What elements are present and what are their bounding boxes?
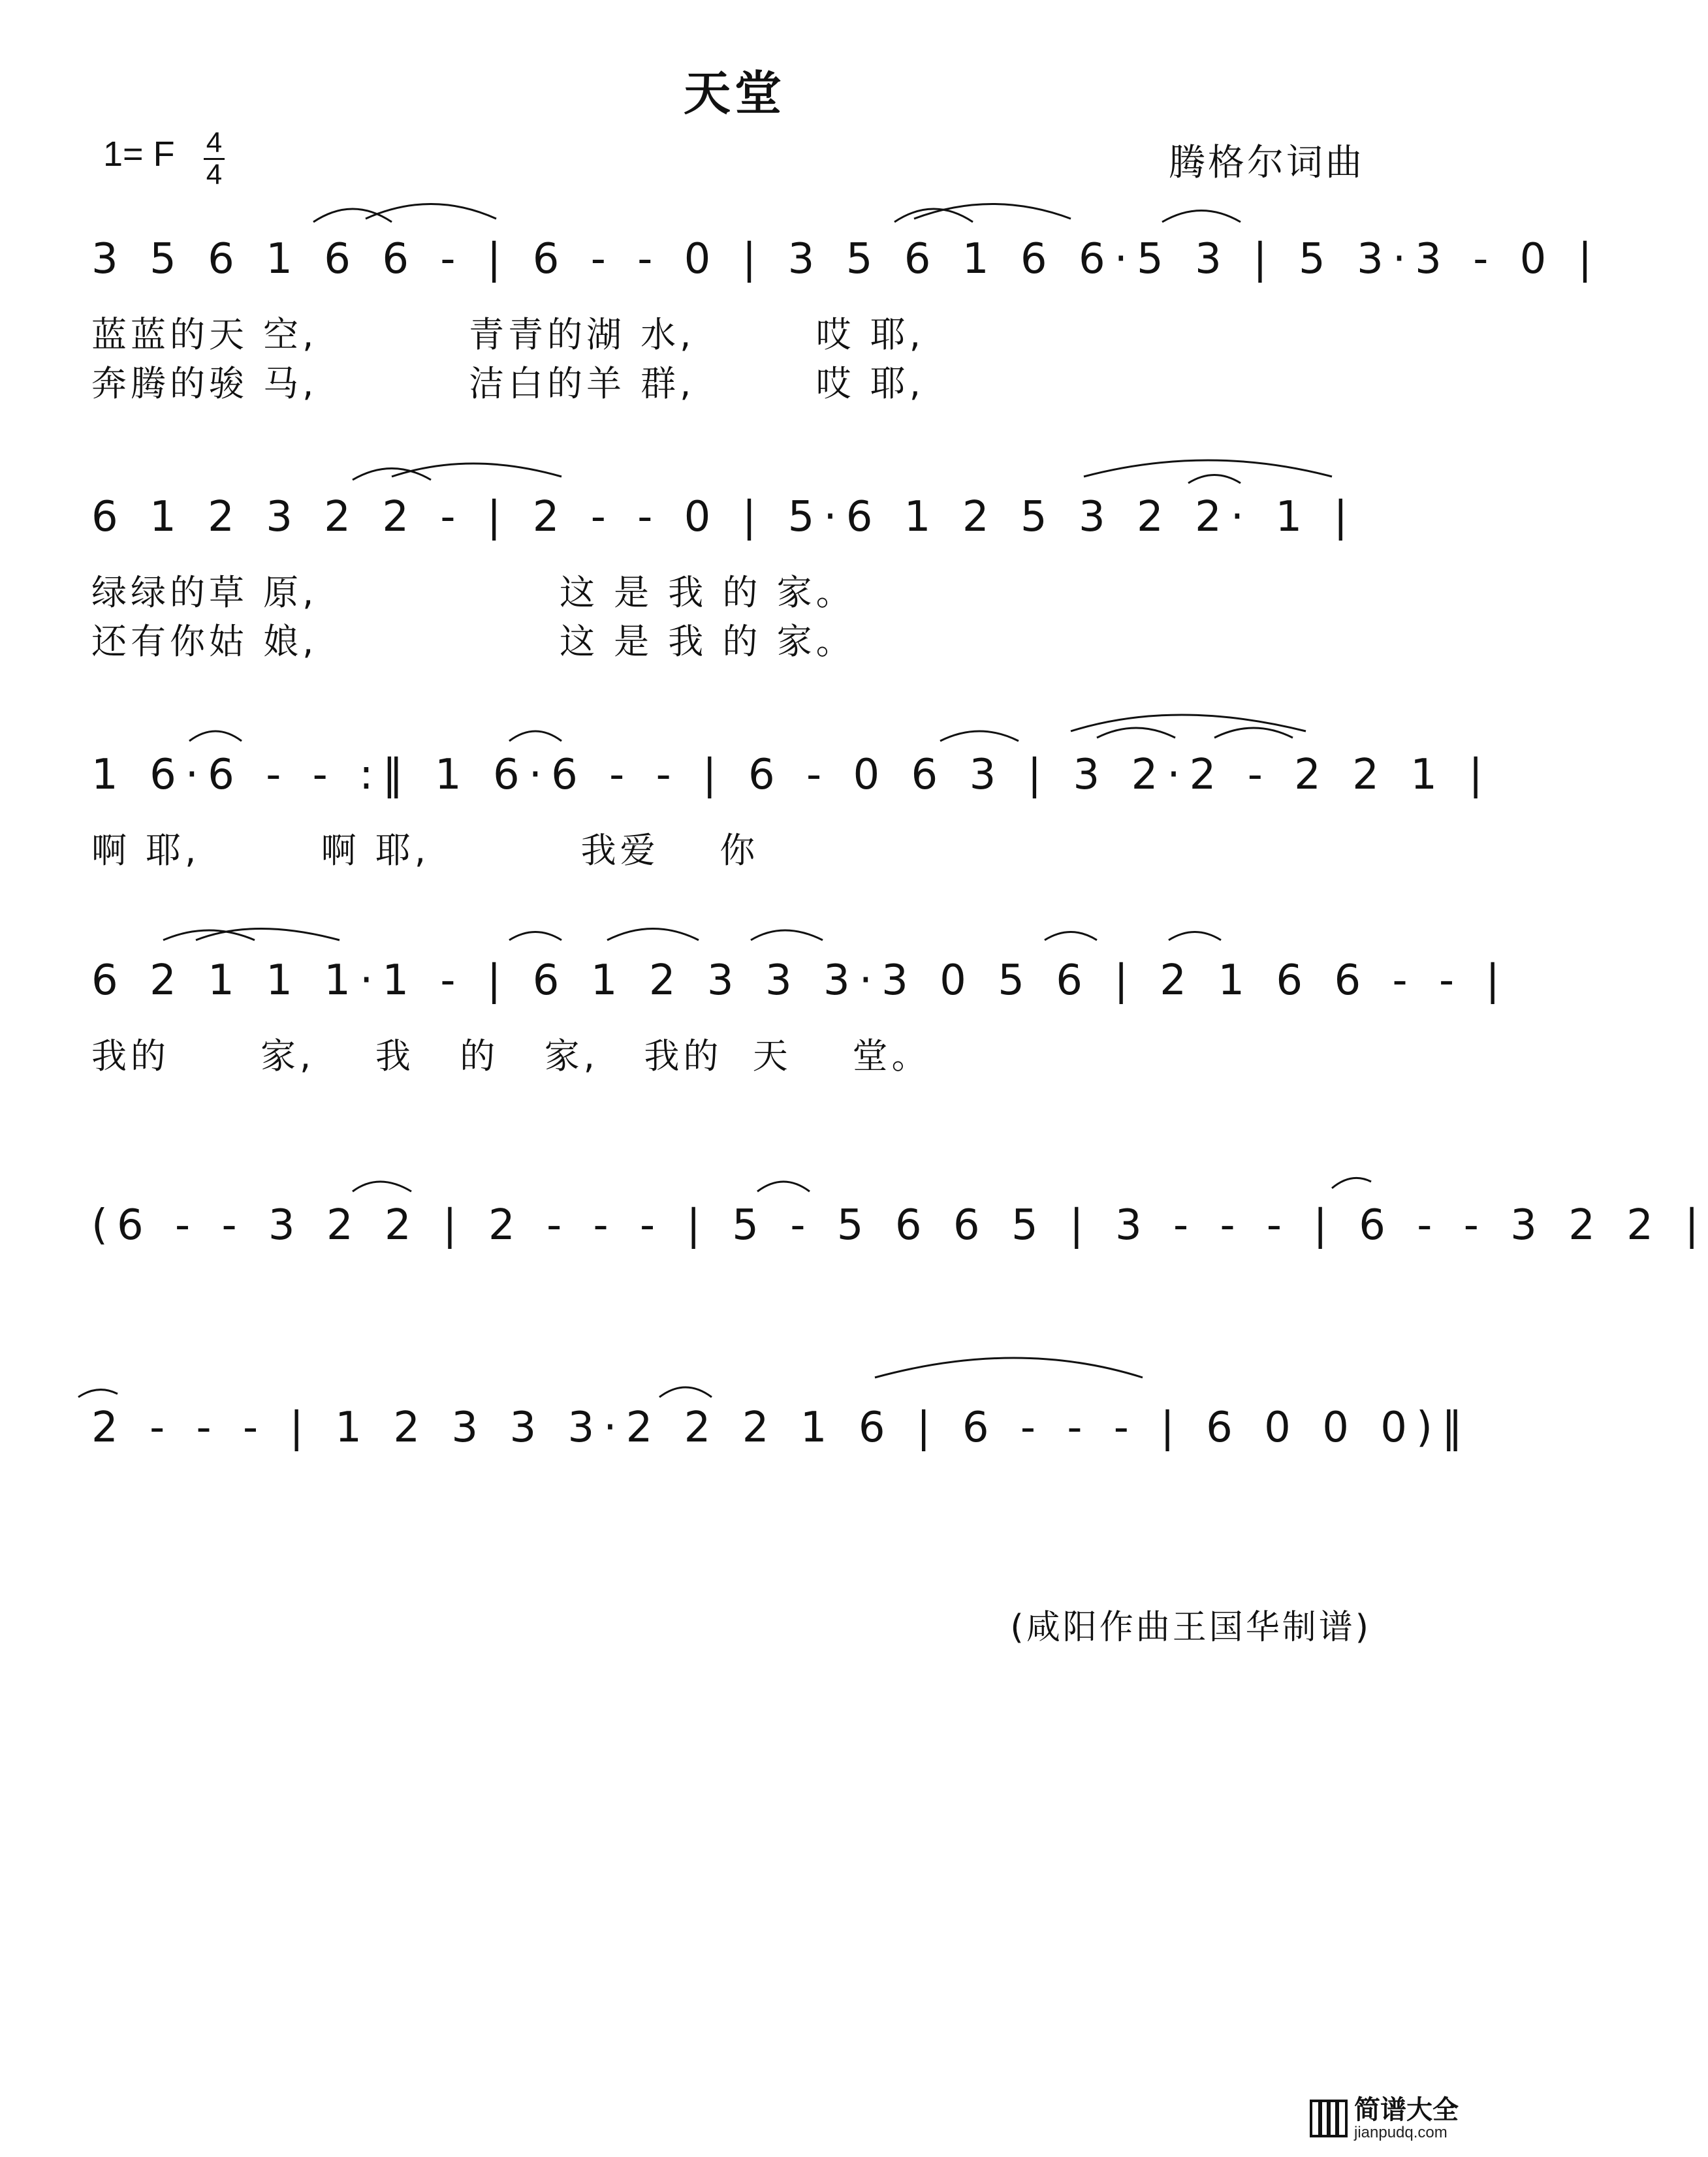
time-signature-top: 4	[206, 127, 223, 159]
slur	[914, 204, 1071, 219]
slur	[940, 731, 1019, 741]
slur	[189, 731, 242, 741]
notation-line-4: 6 2 1 1 1·1 - | 6 1 2 3 3 3·3 0 5 6 | 2 1 6 6 - - |	[91, 956, 1509, 1005]
slur	[392, 464, 561, 477]
watermark-name: 简谱大全	[1354, 2095, 1459, 2125]
slur	[1084, 460, 1332, 477]
slur	[894, 209, 973, 222]
watermark-text	[1354, 2096, 1459, 2141]
slur	[78, 1390, 118, 1397]
song-title: 天堂	[683, 66, 785, 121]
notation-line-2: 6 1 2 3 2 2 - | 2 - - 0 | 5·6 1 2 5 3 2 2· 1 |	[91, 493, 1357, 541]
slur	[1097, 728, 1175, 738]
slur	[1188, 475, 1241, 484]
watermark-url: jianpudq.com	[1354, 2124, 1447, 2141]
slur	[1214, 728, 1293, 738]
slur	[509, 932, 561, 941]
slur	[751, 930, 823, 940]
composer-credit: 腾格尔词曲	[1169, 142, 1365, 184]
slur	[607, 929, 699, 941]
slur	[1162, 211, 1241, 223]
lyric-line-3: 啊 耶, 啊 耶, 我爱 你	[91, 830, 759, 871]
notation-line-3: 1 6·6 - - :‖ 1 6·6 - - | 6 - 0 6 3 | 3 2·2 - 2 2 1 |	[91, 751, 1492, 799]
slur	[1332, 1178, 1371, 1188]
slur	[196, 929, 340, 941]
time-signature	[201, 128, 227, 190]
slur	[757, 1182, 810, 1191]
time-signature-bottom: 4	[206, 159, 223, 191]
slur	[509, 731, 561, 741]
slur	[353, 1182, 411, 1191]
piano-keys-icon	[1310, 2100, 1348, 2137]
slur	[1045, 932, 1097, 941]
slur	[659, 1387, 712, 1397]
notation-line-1: 3 5 6 1 6 6 - | 6 - - 0 | 3 5 6 1 6 6·5 3 | 5 3·3 - 0 |	[91, 235, 1602, 283]
lyric-line-4: 我的 家, 我 的 家, 我的 天 堂。	[91, 1035, 931, 1077]
slur	[1071, 715, 1306, 731]
slur	[313, 209, 392, 222]
transcriber-credit: (咸阳作曲王国华制谱)	[1010, 1608, 1371, 1647]
key-signature: 1= F	[103, 134, 175, 174]
notation-line-6: 2 - - - | 1 2 3 3 3·2 2 2 1 6 | 6 - - - | 6 0 0 0)‖	[91, 1404, 1472, 1452]
lyric-line-1-verse-1: 蓝蓝的天 空, 青青的湖 水, 哎 耶,	[91, 314, 925, 355]
slur	[875, 1358, 1143, 1378]
lyric-line-1-verse-2: 奔腾的骏 马, 洁白的羊 群, 哎 耶,	[91, 363, 925, 404]
notation-line-5: (6 - - 3 2 2 | 2 - - - | 5 - 5 6 6 5 | 3 - - - | 6 - - 3 2 2 |	[91, 1201, 1708, 1250]
slur	[366, 204, 496, 219]
slur	[1169, 932, 1221, 941]
watermark	[1310, 2096, 1459, 2141]
lyric-line-2-verse-1: 绿绿的草 原, 这 是 我 的 家。	[91, 572, 855, 613]
lyric-line-2-verse-2: 还有你姑 娘, 这 是 我 的 家。	[91, 621, 855, 662]
slur	[353, 469, 431, 480]
slur	[163, 930, 255, 940]
